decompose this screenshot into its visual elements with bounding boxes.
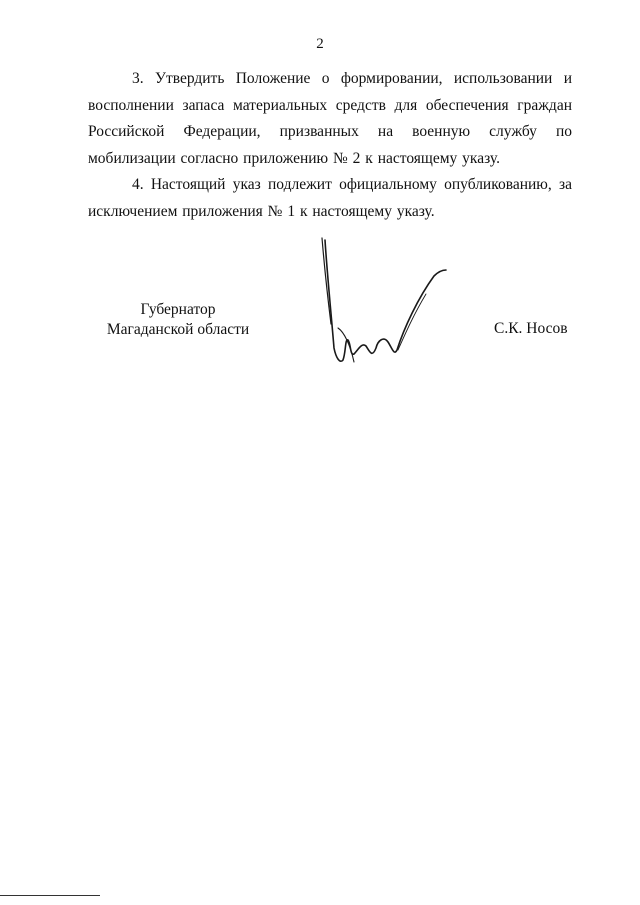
document-body: [88, 66, 572, 225]
signer-name: С.К. Носов: [494, 320, 568, 337]
handwritten-signature: [300, 232, 460, 368]
signer-position: [88, 300, 268, 340]
paragraph-3: 3. Утвердить Положение о формировании, использовании и восполнении запаса материальных средств для обеспечения граждан Российской Федерации, призванных на военную службу по мобилизации согласно приложению № 2 к настоящему указу.: [88, 70, 572, 167]
paragraph-4: 4. Настоящий указ подлежит официальному опубликованию, за исключением приложения № 1 к настоящему указу.: [88, 176, 572, 220]
bottom-rule: [0, 895, 100, 896]
signer-position-line-2: Магаданской области: [106, 321, 250, 338]
signer-position-line-1: Губернатор: [140, 301, 216, 318]
page-number: 2: [316, 36, 324, 52]
